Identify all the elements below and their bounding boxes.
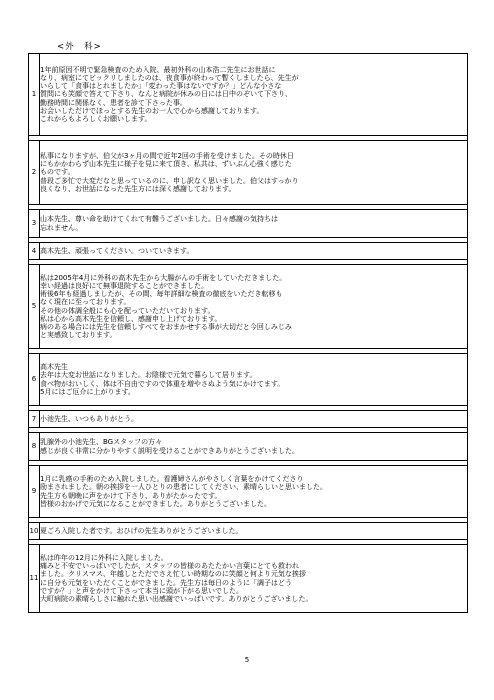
comment-line: 先生方も朝晩に声をかけて下さり、ありがたかったです。 xyxy=(40,491,222,500)
comment-text xyxy=(40,523,468,540)
comment-line: と実感致しております。 xyxy=(40,331,117,340)
comment-row xyxy=(29,411,468,428)
comment-text xyxy=(40,545,468,613)
comment-line: 食べ物がおいしく、体は不自由ですので体重を増やさぬよう気にかけてます。 xyxy=(40,379,285,388)
comment-line: 高木先生、頑張ってください。ついていきます。 xyxy=(40,246,194,255)
comment-number: 5 xyxy=(29,265,40,349)
comment-line: に自分も元気をいただくことができました。先生方は毎日のように「調子はどう xyxy=(40,578,292,587)
comment-text xyxy=(40,141,468,205)
comment-row xyxy=(29,523,468,540)
comment-text xyxy=(40,210,468,238)
comment-line: 励まされました。朝の挨拶を一人ひとりの患者にしてください、素晴らしいと思いました。 xyxy=(40,483,327,492)
comment-line: にもかかわらず山本先生に様子を見に来て頂き、私共は、ずいぶん心強く感じた xyxy=(40,160,292,169)
comment-line: 山本先生、尊い命を助けてくれて有難うございました。日々感謝の気持ちは xyxy=(40,215,278,224)
comment-row xyxy=(29,265,468,349)
comment-text xyxy=(40,433,468,461)
comment-line: 質問にも笑顔で答えて下さり、なんと病院が休みの日には日中のぞいて下さり、 xyxy=(40,90,292,99)
comment-line: 私は2005年4月に外科の高木先生から大腸がんの手術をしていただきました。 xyxy=(40,273,287,282)
comment-line: 小池先生、いつもありがとう。 xyxy=(40,414,138,423)
comment-line: 私は昨年の12月に外科に入院しました。 xyxy=(40,553,168,562)
comment-line: ました。クリスマス、年越しとただでさえ忙しい時期なのに笑顔と何より元気な挨拶 xyxy=(40,570,306,579)
comment-line: 皆様のおかげで元気になることができました。ありがとうございました。 xyxy=(40,499,271,508)
comment-line: 大町病院の素晴らしさに触れた思い出感謝でいっぱいです。ありがとうございました。 xyxy=(40,594,313,603)
comment-row xyxy=(29,54,468,136)
comment-line: なく現在に至っております。 xyxy=(40,298,131,307)
comment-line: 感じが良く非常に分かりやすく説明を受けることができありがとうございました。 xyxy=(40,446,299,455)
comment-number: 11 xyxy=(29,545,40,613)
comment-row xyxy=(29,433,468,461)
comment-line: 私事になりますが、伯父が3ヶ月の間で近年2回の手術を受けました。その時休日 xyxy=(40,151,294,160)
comment-number: 8 xyxy=(29,433,40,461)
comment-number: 3 xyxy=(29,210,40,238)
comment-line: お会いしただけでほっとする先生のお一人で心から感謝しております。 xyxy=(40,106,264,115)
comment-text xyxy=(40,265,468,349)
comment-line: 乳腺外の小池先生、BGスタッフの方々 xyxy=(40,438,163,447)
comment-line: 夏ごろ入院した者です。おひげの先生ありがとうございました。 xyxy=(40,526,243,535)
comment-line: いらして「食事はとれましたか」「変わった事はないですか？」どんな小さな xyxy=(40,82,282,91)
comment-number: 10 xyxy=(29,523,40,540)
comment-line: 高木先生 xyxy=(40,363,68,372)
comment-number: 4 xyxy=(29,243,40,260)
comment-text xyxy=(40,243,468,260)
comment-text xyxy=(40,466,468,518)
comments-body xyxy=(29,54,468,613)
comment-line: その他の体調全般にも心を配っていただいております。 xyxy=(40,306,215,315)
comment-row xyxy=(29,141,468,205)
comment-line: 1年前原因不明で緊急検査のため入院、最初外科の山本浩二先生にお世話に xyxy=(40,65,276,74)
comment-number: 7 xyxy=(29,411,40,428)
comment-line: なり、病室にてビックリしましたのは、夜食事が終わって暫くしましたら、先生が xyxy=(40,73,299,82)
comment-row xyxy=(29,210,468,238)
comment-line: 病のある場合には先生を信頼しすべてをおまかせする事が大切だと今回しみじみ xyxy=(40,322,292,331)
comment-text xyxy=(40,54,468,136)
section-title: <外 科> xyxy=(57,42,102,52)
comment-row xyxy=(29,466,468,518)
comment-row xyxy=(29,354,468,406)
comment-row xyxy=(29,545,468,613)
comment-line: ですか？」と声をかけて下さって本当に頭が下がる思いでした。 xyxy=(40,586,243,595)
comment-line: 5月にはご厄介に上がります。 xyxy=(40,387,135,396)
comment-line: 良くなり、お世話になった先生方には深く感謝しております。 xyxy=(40,184,236,193)
comment-number: 9 xyxy=(29,466,40,518)
comment-line: 私は心から高木先生を信頼し、感謝申し上げております。 xyxy=(40,314,222,323)
comment-number: 2 xyxy=(29,141,40,205)
comment-line: 術後6年も経過しましたが、その間、毎年詳細な検査の徹底をいただき転移も xyxy=(40,290,283,299)
comment-line: 勤務時間に関係なく、患者を診て下さった事。 xyxy=(40,98,187,107)
comment-line: 痛みと不安でいっぱいでしたが、スタッフの皆様のあたたかい言葉にとても救われ xyxy=(40,562,299,571)
comments-table xyxy=(28,53,468,613)
comment-number: 1 xyxy=(29,54,40,136)
comment-line: 忘れません。 xyxy=(40,223,83,232)
page-number: 5 xyxy=(244,656,250,664)
comment-line: これからもよろしくお願いします。 xyxy=(40,115,152,123)
comment-line: ものです。 xyxy=(40,168,75,177)
comment-text xyxy=(40,411,468,428)
comment-line: 幸い経過は良好にて無事退院することができました。 xyxy=(40,281,208,290)
comment-number: 6 xyxy=(29,354,40,406)
comment-line: 去年は大変お世話になりました。お陰様で元気で暮らして居ります。 xyxy=(40,371,257,380)
comment-line: 1月に乳癌の手術のため入院しました。看護婦さんがやさしく言葉をかけてくださり xyxy=(40,475,304,484)
comment-row xyxy=(29,243,468,260)
comment-line: 普段ご多忙で大変だなと思っているのに、申し訳なく思いました。伯父はすっかり xyxy=(40,176,299,185)
comment-text xyxy=(40,354,468,406)
